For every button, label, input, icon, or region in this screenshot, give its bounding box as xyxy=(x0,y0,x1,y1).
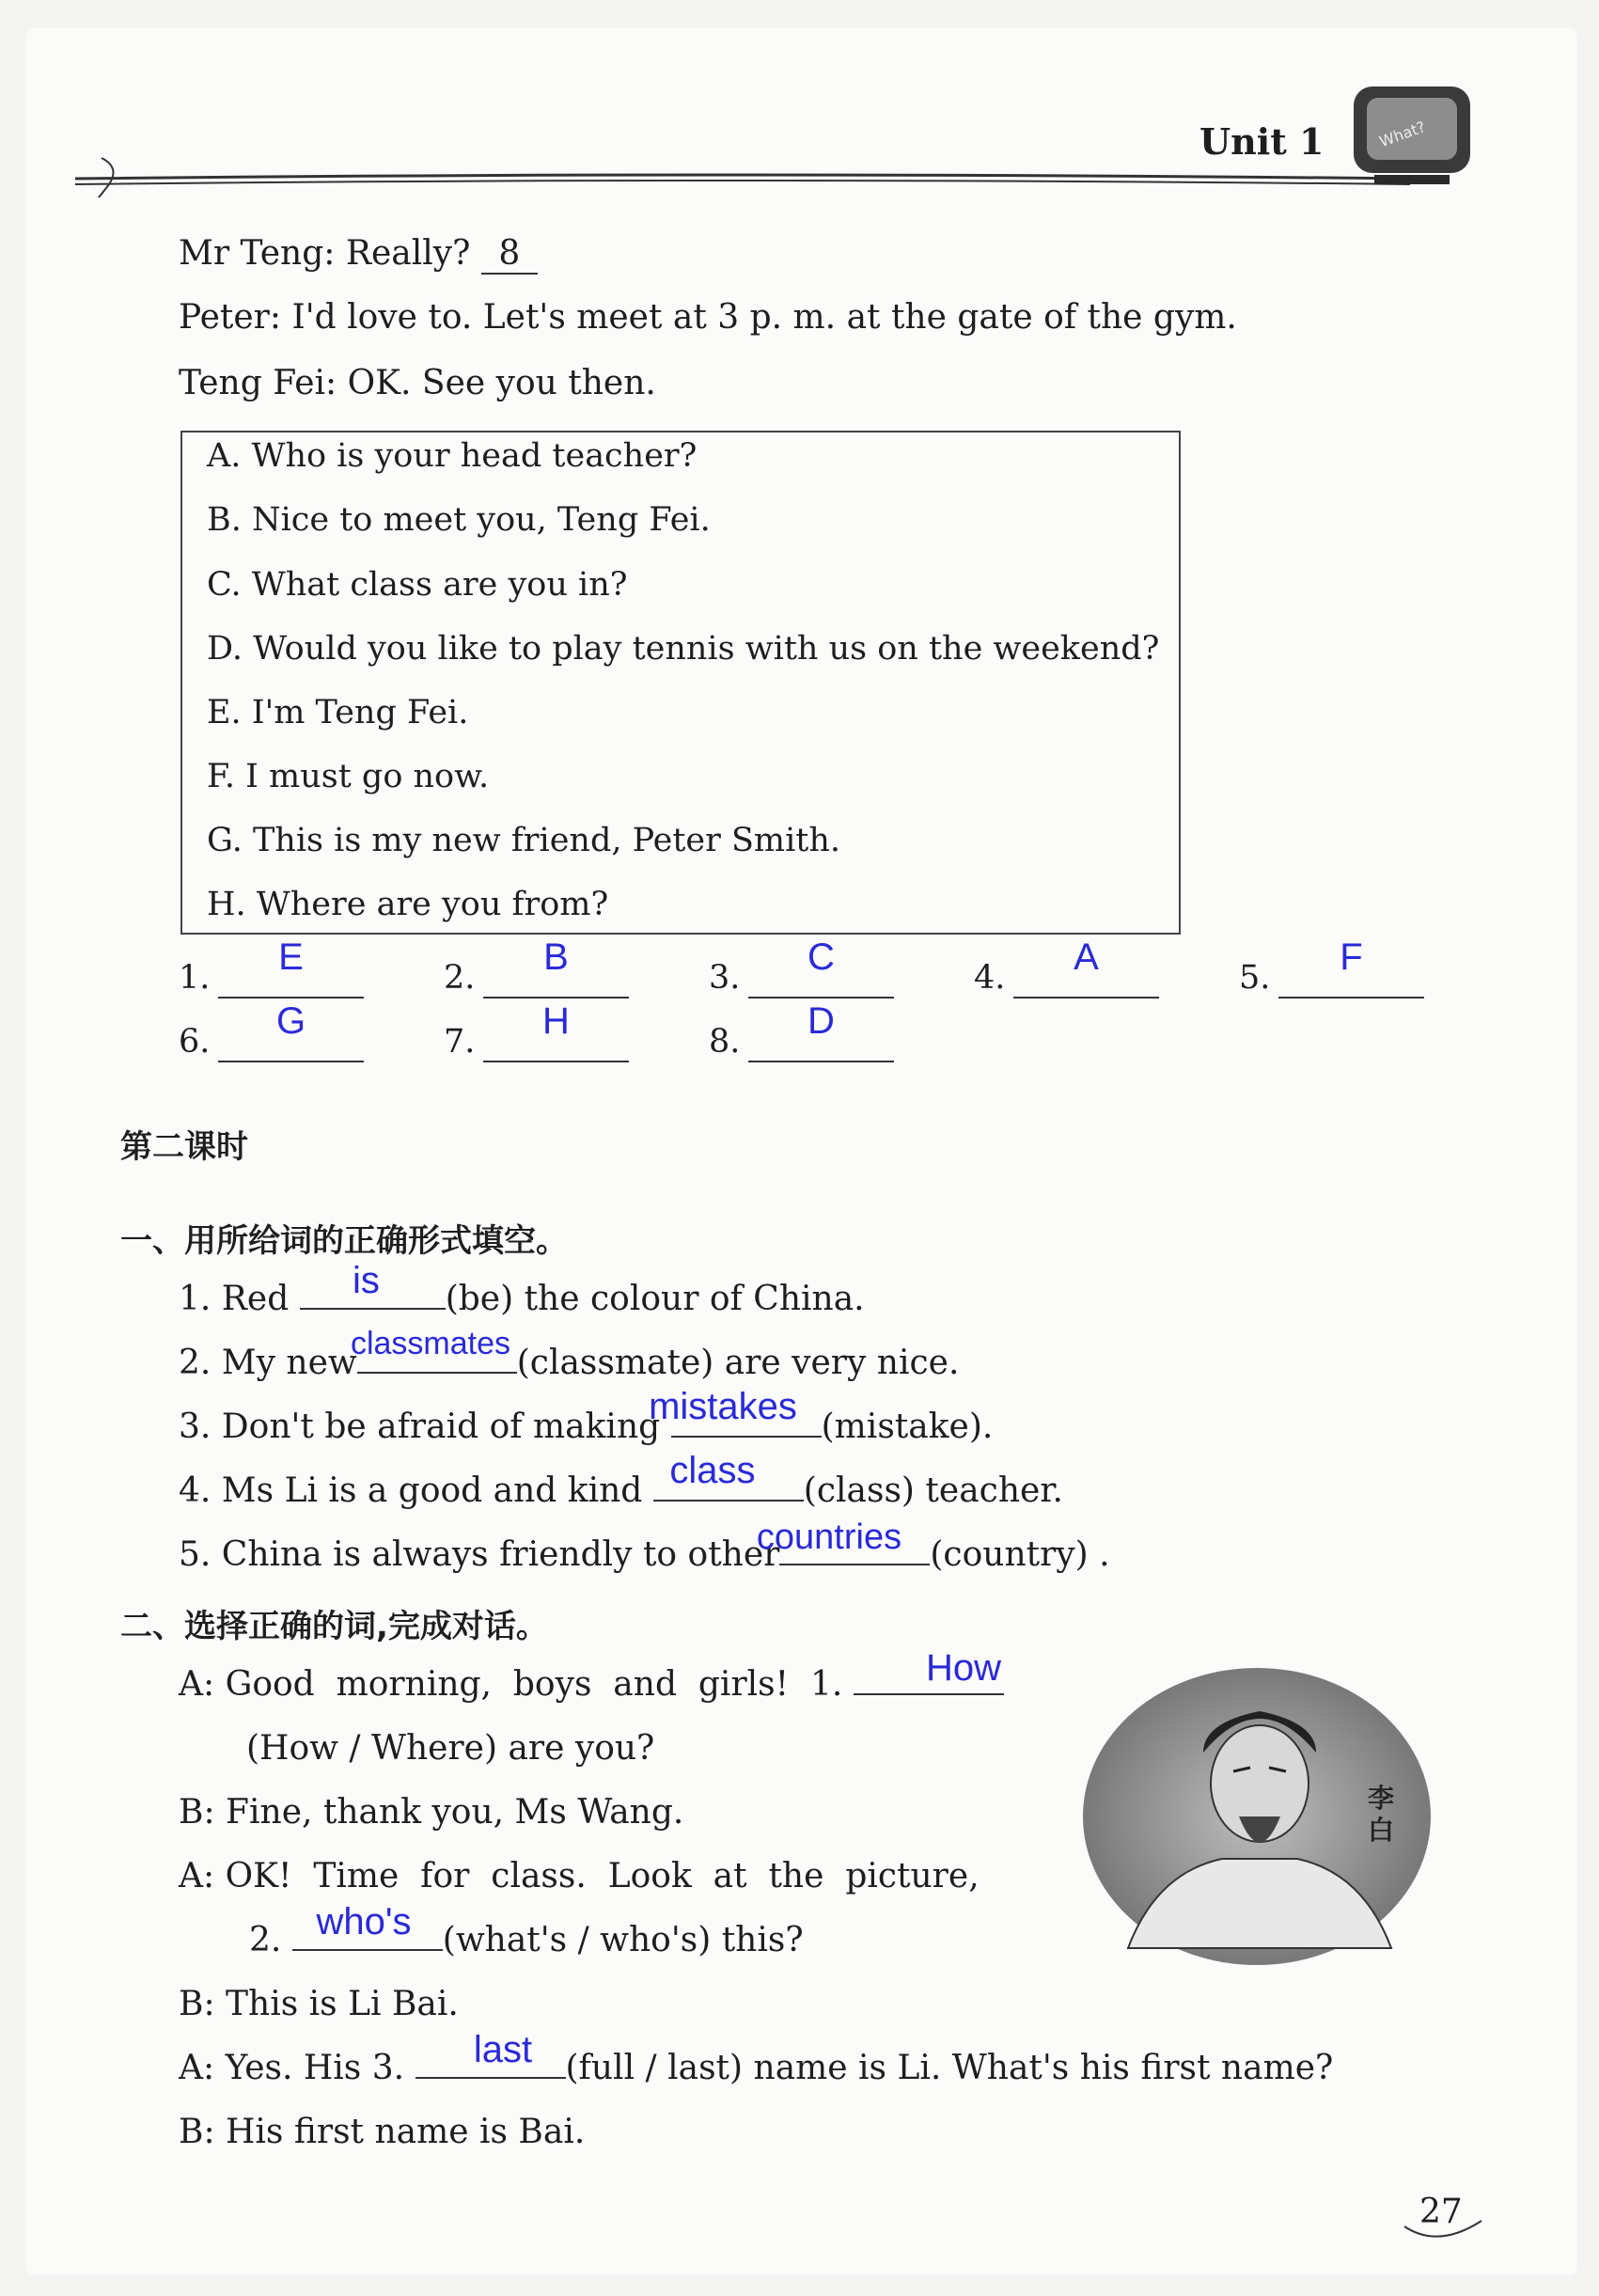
option-h: H. Where are you from? xyxy=(207,886,609,923)
blank-8: 8 xyxy=(481,235,538,275)
slot-number: 2. xyxy=(444,959,476,997)
fill-item-1 xyxy=(179,1281,865,1318)
item-post: (mistake). xyxy=(821,1407,994,1446)
dialog2-line-4 xyxy=(179,1858,980,1895)
dialog2-line-2 xyxy=(246,1730,654,1768)
dialog-text: (what's / who's) this? xyxy=(442,1921,804,1959)
option-g: G. This is my new friend, Peter Smith. xyxy=(207,822,841,859)
answer-text: E xyxy=(278,936,304,978)
speaker: Mr Teng xyxy=(179,234,324,273)
slot-number: 3. xyxy=(709,959,741,997)
page-number-swoosh-icon xyxy=(1401,2211,1485,2253)
dialog2-line-8 xyxy=(179,2114,585,2151)
dialogue-text: I'd love to. Let's meet at 3 p. m. at the gate of the gym. xyxy=(291,298,1237,337)
slot-number: 6. xyxy=(179,1023,211,1061)
dialog2-line-3 xyxy=(179,1794,683,1832)
dialogue-text: Really? xyxy=(345,234,481,273)
section1-title: 一、用所给词的正确形式填空。 xyxy=(120,1222,568,1260)
item-pre: 5. China is always friendly to other xyxy=(179,1535,780,1574)
dialogue-text: OK. See you then. xyxy=(347,364,656,402)
answer-text: D xyxy=(807,1000,835,1042)
tv-text: What? xyxy=(1376,118,1428,151)
option-b: B. Nice to meet you, Teng Fei. xyxy=(207,501,711,539)
dialog2-answer-1: How xyxy=(925,1647,1002,1689)
item-post: (country) . xyxy=(930,1535,1110,1574)
option-a: A. Who is your head teacher? xyxy=(207,437,698,475)
li-bai-portrait xyxy=(1081,1666,1434,1967)
dialog2-line-1 xyxy=(179,1666,1004,1704)
fill-answer-5: countries xyxy=(756,1518,902,1557)
dialog-text: 2. xyxy=(249,1921,292,1959)
slot-number: 5. xyxy=(1239,959,1271,997)
dialog2-answer-3: last xyxy=(473,2029,533,2070)
dialog-text: B: His first name is Bai. xyxy=(179,2113,586,2151)
item-pre: 3. Don't be afraid of making xyxy=(179,1407,671,1446)
dialog-text: A: Yes. His 3. xyxy=(179,2049,415,2087)
dialogue-line-2: Peter: I'd love to. Let's meet at 3 p. m. at the gate of the gym. xyxy=(179,298,1237,337)
option-f: F. I must go now. xyxy=(207,758,490,795)
answer-text: G xyxy=(275,1000,306,1042)
fill-item-2 xyxy=(179,1345,959,1382)
option-e: E. I'm Teng Fei. xyxy=(207,694,469,731)
dialog2-answer-2: who's xyxy=(316,1901,412,1942)
page-number: 27 xyxy=(1419,2193,1463,2231)
dialog-text: (full / last) name is Li. What's his first name? xyxy=(565,2049,1334,2087)
portrait-label: 李白 xyxy=(1368,1783,1395,1846)
slot-number: 4. xyxy=(974,959,1006,997)
item-pre: 4. Ms Li is a good and kind xyxy=(179,1471,653,1510)
dialog2-line-7 xyxy=(179,2050,1333,2087)
dialog-text: A: Good morning, boys and girls! 1. xyxy=(179,1665,854,1704)
lesson-title: 第二课时 xyxy=(120,1128,248,1166)
fill-answer-3: mistakes xyxy=(649,1386,797,1427)
fill-item-4 xyxy=(179,1472,1063,1510)
fill-answer-2: classmates xyxy=(350,1326,511,1361)
speaker: Peter xyxy=(179,298,270,337)
item-pre: 2. My new xyxy=(179,1344,357,1382)
fill-item-3 xyxy=(179,1408,993,1446)
fill-item-5 xyxy=(179,1536,1110,1574)
item-post: (classmate) are very nice. xyxy=(516,1344,960,1382)
slot-number: 7. xyxy=(444,1023,476,1061)
item-post: (be) the colour of China. xyxy=(445,1280,865,1318)
section2-title: 二、选择正确的词,完成对话。 xyxy=(120,1608,548,1645)
dialogue-line-1: Mr Teng: Really? 8 xyxy=(179,235,538,275)
speaker: Teng Fei xyxy=(179,364,326,402)
answer-text: B xyxy=(543,936,569,978)
dialog-text: A: OK! Time for class. Look at the picture, xyxy=(179,1857,980,1895)
fill-answer-4: class xyxy=(669,1450,756,1491)
slot-number: 1. xyxy=(179,959,211,997)
option-d: D. Would you like to play tennis with us on the weekend? xyxy=(207,630,1160,668)
answer-text: A xyxy=(1074,936,1099,978)
option-c: C. What class are you in? xyxy=(207,566,628,604)
dialog-text: (How / Where) are you? xyxy=(246,1729,655,1768)
dialog-text: B: Fine, thank you, Ms Wang. xyxy=(179,1793,684,1832)
dialog2-line-6 xyxy=(179,1986,459,2023)
tv-icon xyxy=(1346,81,1478,192)
unit-label: Unit 1 xyxy=(1199,120,1325,163)
fill-answer-1: is xyxy=(353,1260,380,1301)
item-post: (class) teacher. xyxy=(803,1471,1064,1510)
item-pre: 1. Red xyxy=(179,1280,300,1318)
answer-text: F xyxy=(1340,936,1363,978)
answer-text: C xyxy=(807,936,835,978)
dialogue-line-3: Teng Fei: OK. See you then. xyxy=(179,364,656,402)
dialog-text: B: This is Li Bai. xyxy=(179,1985,459,2023)
answer-text: H xyxy=(542,1000,570,1042)
slot-number: 8. xyxy=(709,1023,741,1061)
